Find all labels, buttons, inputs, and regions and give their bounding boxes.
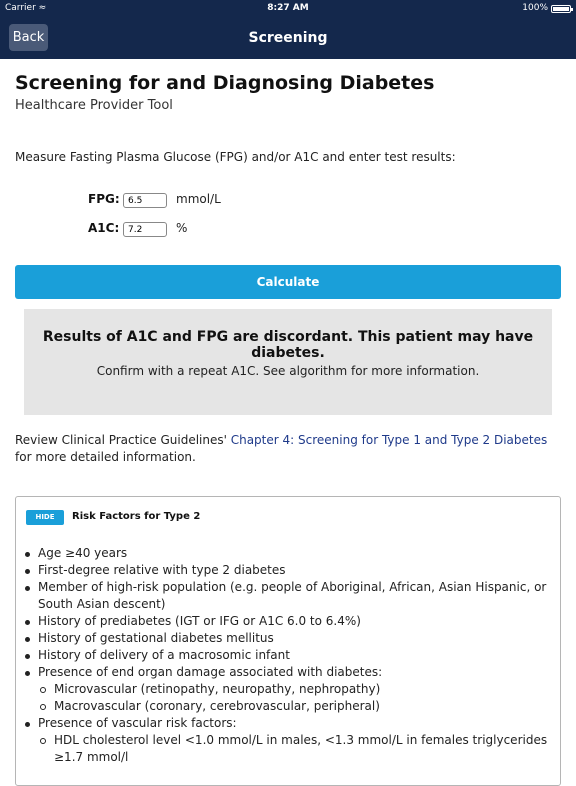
clock: 8:27 AM [267, 3, 309, 13]
risk-factor-item [38, 647, 558, 664]
risk-factor-item [38, 562, 558, 579]
nav-bar [0, 17, 576, 59]
risk-factor-text: History of delivery of a macrosomic infant [38, 648, 290, 662]
risk-factor-item [38, 715, 558, 766]
battery-status [522, 0, 571, 17]
hide-button[interactable]: HIDE [26, 510, 64, 525]
page-subtitle: Healthcare Provider Tool [15, 98, 173, 113]
risk-factors-panel [15, 496, 561, 786]
risk-factors-title: Risk Factors for Type 2 [72, 511, 201, 522]
risk-factor-item [38, 630, 558, 647]
battery-icon [551, 5, 571, 13]
carrier-name: Carrier [5, 3, 36, 13]
a1c-label: A1C: [88, 221, 120, 235]
fpg-label: FPG: [88, 192, 120, 206]
risk-factor-item [38, 545, 558, 562]
risk-factor-item [38, 613, 558, 630]
wifi-icon: ≈ [38, 3, 47, 13]
risk-factor-subitem: Macrovascular (coronary, cerebrovascular, peripheral) [54, 698, 558, 715]
risk-factor-item [38, 579, 558, 613]
risk-factor-text: History of prediabetes (IGT or IFG or A1C 6.0 to 6.4%) [38, 614, 361, 628]
guidelines-note [15, 432, 565, 466]
status-bar [0, 0, 576, 17]
fpg-unit: mmol/L [176, 192, 221, 206]
risk-factor-subitem: Microvascular (retinopathy, neuropathy, nephropathy) [54, 681, 558, 698]
fpg-input[interactable] [123, 193, 167, 208]
calculate-button[interactable]: Calculate [15, 265, 561, 299]
result-panel [24, 309, 552, 415]
risk-factor-subitem: HDL cholesterol level <1.0 mmol/L in males, <1.3 mmol/L in females triglycerides ≥1.7 mmol/l [54, 732, 558, 766]
battery-percent: 100% [522, 3, 548, 13]
risk-factor-item [38, 664, 558, 715]
risk-factor-text: First-degree relative with type 2 diabetes [38, 563, 286, 577]
a1c-input[interactable] [123, 222, 167, 237]
risk-factor-text: Presence of vascular risk factors: [38, 716, 237, 730]
guidelines-prefix: Review Clinical Practice Guidelines' [15, 433, 231, 447]
a1c-unit: % [176, 221, 188, 235]
guidelines-suffix: for more detailed information. [15, 450, 196, 464]
risk-factor-sublist [38, 732, 558, 766]
risk-factors-list [16, 545, 558, 766]
back-button[interactable]: Back [9, 24, 48, 51]
result-headline: Results of A1C and FPG are discordant. This patient may have diabetes. [42, 329, 534, 361]
instructions-text: Measure Fasting Plasma Glucose (FPG) and/or A1C and enter test results: [15, 150, 456, 164]
risk-factor-text: Member of high-risk population (e.g. people of Aboriginal, African, Asian Hispanic, or South Asian descent) [38, 580, 547, 611]
risk-factor-sublist [38, 681, 558, 715]
result-detail: Confirm with a repeat A1C. See algorithm for more information. [96, 364, 480, 378]
risk-factor-text: History of gestational diabetes mellitus [38, 631, 274, 645]
page-title: Screening for and Diagnosing Diabetes [15, 72, 435, 94]
risk-factor-text: Age ≥40 years [38, 546, 128, 560]
guidelines-link[interactable]: Chapter 4: Screening for Type 1 and Type 2 Diabetes [230, 433, 548, 447]
risk-factor-text: Presence of end organ damage associated with diabetes: [38, 665, 383, 679]
nav-title: Screening [248, 30, 328, 46]
